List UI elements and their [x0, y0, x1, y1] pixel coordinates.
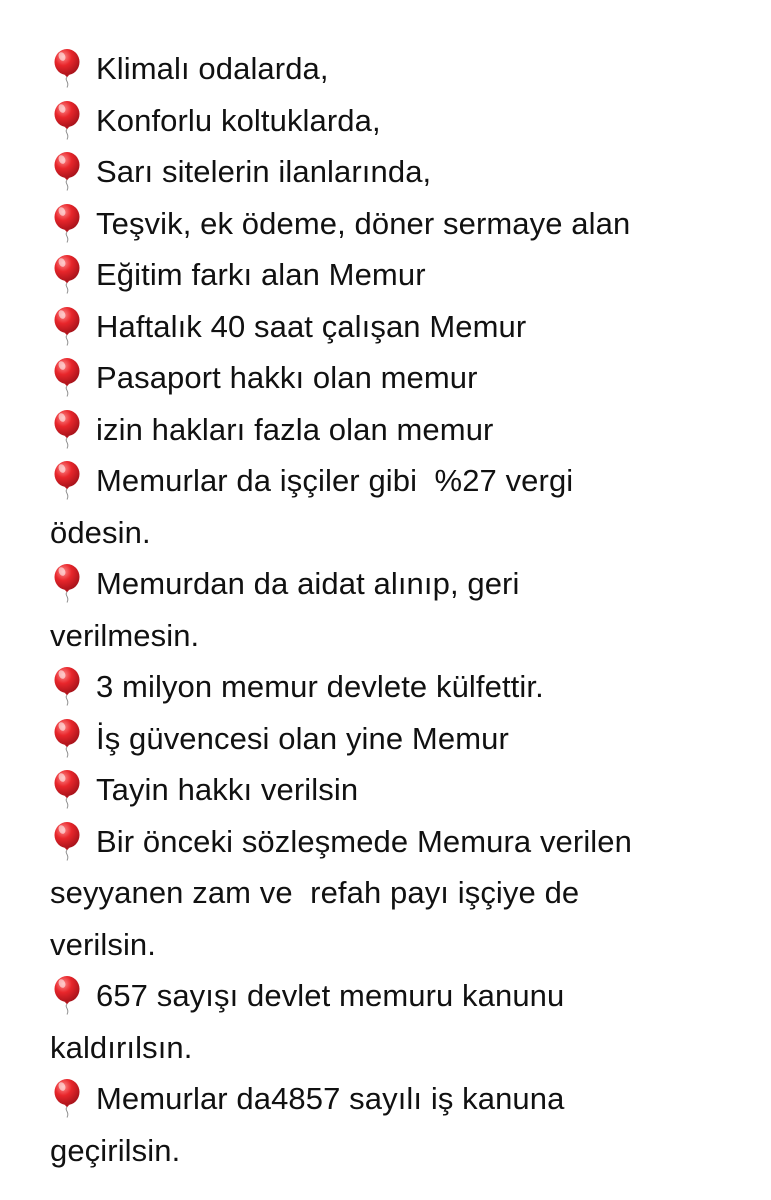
- red-balloon-icon: [50, 254, 84, 294]
- list-item: [50, 764, 760, 816]
- list-item: [50, 249, 760, 301]
- list-item-text: Teşvik, ek ödeme, döner sermaye alan: [96, 205, 631, 241]
- list-item-text: verilmesin.: [50, 617, 200, 653]
- list-item-continuation: [50, 507, 760, 559]
- list-item: [50, 301, 760, 353]
- list-item: [50, 404, 760, 456]
- list-item-continuation: [50, 1125, 760, 1177]
- list-item-text: seyyanen zam ve refah payı işçiye de: [50, 875, 580, 910]
- list-item: [50, 816, 760, 868]
- list-item-text: Memurlar da işçiler gibi %27 vergi: [96, 463, 574, 498]
- list-item: [50, 661, 760, 713]
- list-item-text: geçirilsin.: [50, 1132, 181, 1168]
- red-balloon-icon: [50, 409, 84, 449]
- list-item-text: Bir önceki sözleşmede Memura verilen: [96, 823, 632, 859]
- list-item-text: Pasaport hakkı olan memur: [96, 360, 478, 395]
- list-item-text: Memurlar da4857 sayılı iş kanuna: [96, 1081, 565, 1116]
- list-item-text: Tayin hakkı verilsin: [96, 772, 359, 807]
- list-item-continuation: [50, 1022, 760, 1074]
- list-item: [50, 455, 760, 507]
- red-balloon-icon: [50, 460, 84, 500]
- list-item-continuation: [50, 919, 760, 971]
- list-item-text: Haftalık 40 saat çalışan Memur: [96, 308, 527, 344]
- red-balloon-icon: [50, 718, 84, 758]
- red-balloon-icon: [50, 100, 84, 140]
- list-item-text: Konforlu koltuklarda,: [96, 102, 381, 138]
- list-item: [50, 95, 760, 147]
- list-item-text: izin hakları fazla olan memur: [96, 411, 494, 447]
- red-balloon-icon: [50, 203, 84, 243]
- red-balloon-icon: [50, 48, 84, 88]
- list-item-text: Eğitim farkı alan Memur: [96, 257, 426, 292]
- list-item: [50, 146, 760, 198]
- list-item: [50, 43, 760, 95]
- list-item-text: ödesin.: [50, 514, 151, 550]
- list-item-text: Memurdan da aidat alınıp, geri: [96, 566, 520, 601]
- list-item-text: kaldırılsın.: [50, 1029, 193, 1065]
- note-body[interactable]: [50, 43, 760, 1176]
- list-item-text: 3 milyon memur devlete külfettir.: [96, 669, 544, 704]
- red-balloon-icon: [50, 821, 84, 861]
- list-item: [50, 198, 760, 250]
- red-balloon-icon: [50, 306, 84, 346]
- list-item-continuation: [50, 867, 760, 919]
- red-balloon-icon: [50, 563, 84, 603]
- list-item: [50, 970, 760, 1022]
- list-item: [50, 1073, 760, 1125]
- list-item-continuation: [50, 610, 760, 662]
- red-balloon-icon: [50, 357, 84, 397]
- list-item-text: İş güvencesi olan yine Memur: [96, 720, 509, 756]
- list-item-text: Sarı sitelerin ilanlarında,: [96, 154, 432, 189]
- red-balloon-icon: [50, 975, 84, 1015]
- list-item-text: verilsin.: [50, 926, 156, 962]
- red-balloon-icon: [50, 1078, 84, 1118]
- list-item: [50, 352, 760, 404]
- red-balloon-icon: [50, 769, 84, 809]
- list-item-text: 657 sayışı devlet memuru kanunu: [96, 978, 565, 1013]
- list-item: [50, 558, 760, 610]
- list-item: [50, 713, 760, 765]
- red-balloon-icon: [50, 151, 84, 191]
- list-item-text: Klimalı odalarda,: [96, 51, 329, 86]
- red-balloon-icon: [50, 666, 84, 706]
